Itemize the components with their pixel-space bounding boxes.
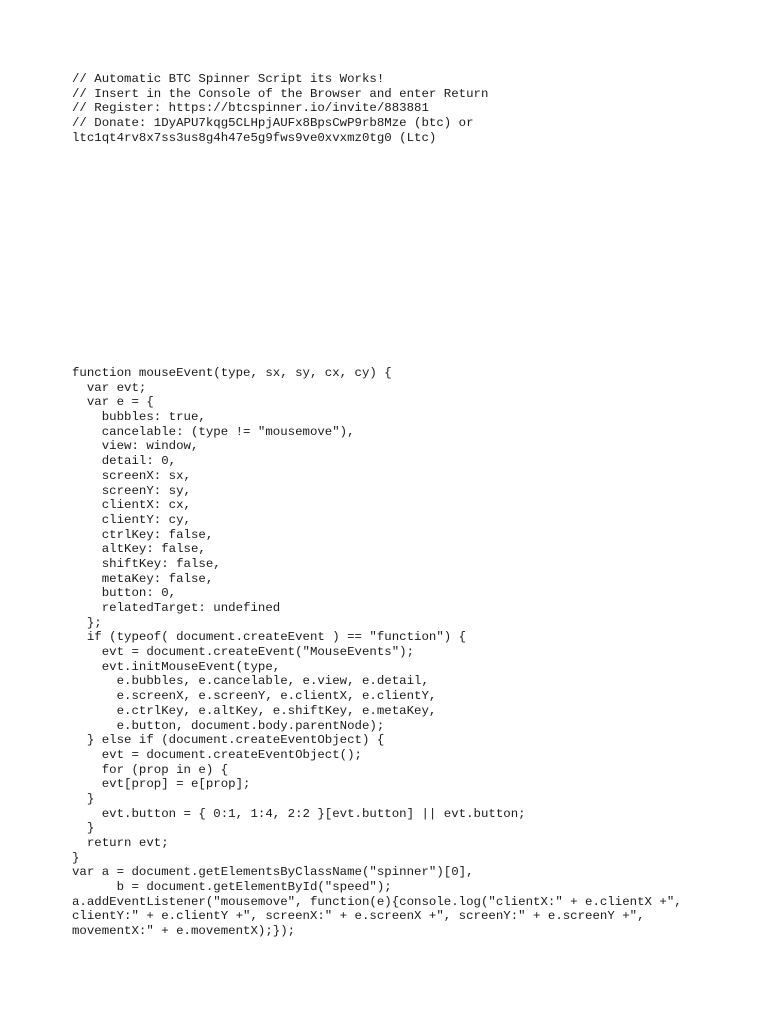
code-line: return evt; — [72, 836, 169, 850]
header-comment-line: // Insert in the Console of the Browser and enter Return — [72, 86, 489, 101]
code-line: screenY: sy, — [72, 483, 191, 498]
header-comment-block — [72, 72, 488, 145]
code-line: clientY: cy, — [72, 512, 191, 527]
code-line: for (prop in e) { — [72, 762, 229, 777]
code-line: }; — [72, 615, 102, 630]
code-line: movementX:" + e.movementX);}); — [72, 924, 296, 939]
code-line: clientX: cx, — [72, 498, 191, 513]
code-line: ctrlKey: false, — [72, 527, 214, 542]
code-line: view: window, — [72, 439, 199, 454]
code-line: clientY:" + e.clientY +", screenX:" + e.screenX +", screenY:" + e.screenY +", — [72, 909, 645, 924]
code-line: evt.initMouseEvent(type, — [72, 659, 281, 674]
header-comment-line: ltc1qt4rv8x7ss3us8g4h47e5g9fws9ve0xvxmz0tg0 (Ltc) — [72, 130, 437, 145]
code-line: cancelable: (type != "mousemove"), — [72, 424, 355, 439]
header-comment-line: // Automatic BTC Spinner Script its Works! — [72, 72, 385, 86]
header-comment-line: // Register: https://btcspinner.io/invite/883881 — [72, 101, 429, 116]
code-line: a.addEventListener("mousemove", function(e){console.log("clientX:" + e.clientX +", — [72, 894, 682, 909]
code-line: if (typeof( document.createEvent ) == "function") { — [72, 630, 467, 645]
code-line: var e = { — [72, 395, 154, 410]
header-comment-line: // Donate: 1DyAPU7kqg5CLHpjAUFx8BpsCwP9rb8Mze (btc) or — [72, 116, 474, 131]
code-line: } — [72, 821, 95, 836]
code-line: } — [72, 850, 80, 865]
code-line: e.ctrlKey, e.altKey, e.shiftKey, e.metaKey, — [72, 703, 437, 718]
code-line: e.bubbles, e.cancelable, e.view, e.detail, — [72, 674, 429, 689]
code-line: button: 0, — [72, 586, 177, 601]
script-code-block — [72, 366, 682, 939]
code-line: bubbles: true, — [72, 410, 206, 425]
code-line: evt = document.createEventObject(); — [72, 747, 362, 762]
code-line: } else if (document.createEventObject) { — [72, 733, 385, 748]
code-line: screenX: sx, — [72, 468, 191, 483]
code-line: e.button, document.body.parentNode); — [72, 718, 385, 733]
code-line: e.screenX, e.screenY, e.clientX, e.clientY, — [72, 689, 437, 704]
code-line: relatedTarget: undefined — [72, 601, 281, 615]
code-line: altKey: false, — [72, 542, 206, 557]
code-line: function mouseEvent(type, sx, sy, cx, cy) { — [72, 366, 392, 380]
code-line: evt[prop] = e[prop]; — [72, 777, 251, 792]
code-line: evt.button = { 0:1, 1:4, 2:2 }[evt.button] || evt.button; — [72, 806, 526, 821]
code-line: metaKey: false, — [72, 571, 214, 586]
code-line: b = document.getElementById("speed"); — [72, 880, 392, 895]
code-line: detail: 0, — [72, 454, 177, 469]
code-line: shiftKey: false, — [72, 556, 221, 571]
code-line: } — [72, 791, 95, 806]
code-line: evt = document.createEvent("MouseEvents"); — [72, 645, 415, 660]
code-line: var evt; — [72, 380, 147, 395]
code-line: var a = document.getElementsByClassName("spinner")[0], — [72, 865, 474, 880]
